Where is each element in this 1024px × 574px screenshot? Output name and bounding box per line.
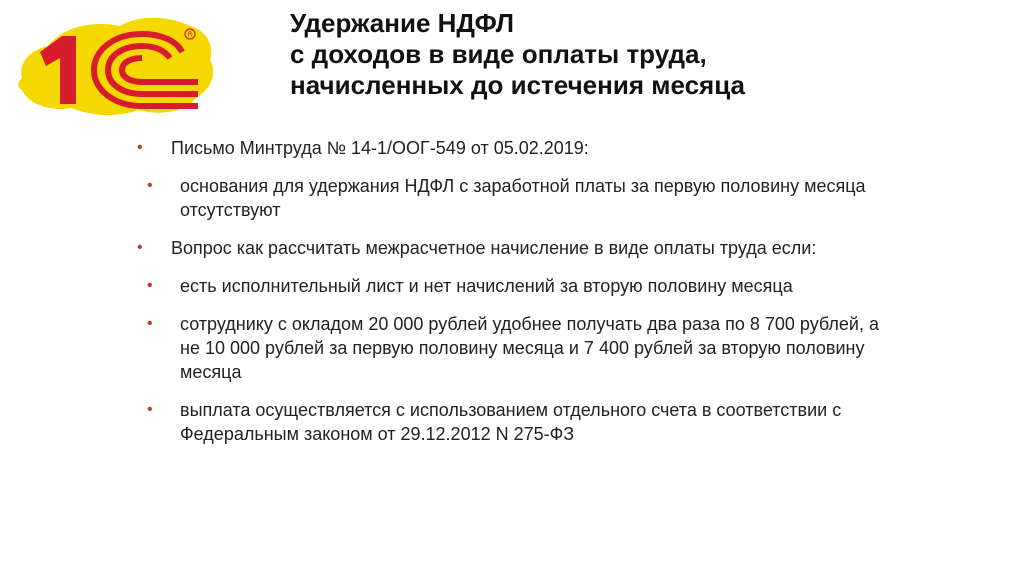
title-line: начисленных до истечения месяца — [290, 70, 745, 100]
bullet-dot: • — [147, 401, 153, 418]
sub-bullet-item — [135, 312, 895, 384]
bullet-dot: • — [147, 277, 153, 294]
bullet-list — [135, 136, 895, 446]
bullet-dot: • — [137, 239, 143, 256]
registered-mark-glyph: R — [187, 30, 193, 39]
bullet-text: Письмо Минтруда № 14-1/ООГ-549 от 05.02.2019: — [171, 138, 589, 158]
bullet-item — [135, 236, 895, 260]
bullet-item — [135, 136, 895, 160]
bullet-text: Вопрос как рассчитать межрасчетное начисление в виде оплаты труда если: — [171, 238, 817, 258]
sub-bullet-item — [135, 174, 895, 222]
bullet-text: есть исполнительный лист и нет начислений за вторую половину месяца — [180, 276, 793, 296]
slide-title — [290, 8, 990, 101]
bullet-dot: • — [147, 177, 153, 194]
title-line: Удержание НДФЛ — [290, 8, 515, 38]
sub-bullet-item — [135, 398, 895, 446]
1c-logo — [10, 8, 220, 118]
bullet-dot: • — [147, 315, 153, 332]
bullet-text: выплата осуществляется с использованием отдельного счета в соответствии с Федеральным законом от 29.12.2012 N 275-ФЗ — [180, 400, 842, 444]
title-line: с доходов в виде оплаты труда, — [290, 39, 707, 69]
bullet-text: основания для удержания НДФЛ с заработной платы за первую половину месяца отсутствуют — [180, 176, 866, 220]
sub-bullet-item — [135, 274, 895, 298]
bullet-text: сотруднику с окладом 20 000 рублей удобнее получать два раза по 8 700 рублей, а не 10 000 рублей за первую половину месяца и 7 400 рублей за вторую половину месяца — [180, 314, 880, 382]
bullet-dot: • — [137, 139, 143, 156]
